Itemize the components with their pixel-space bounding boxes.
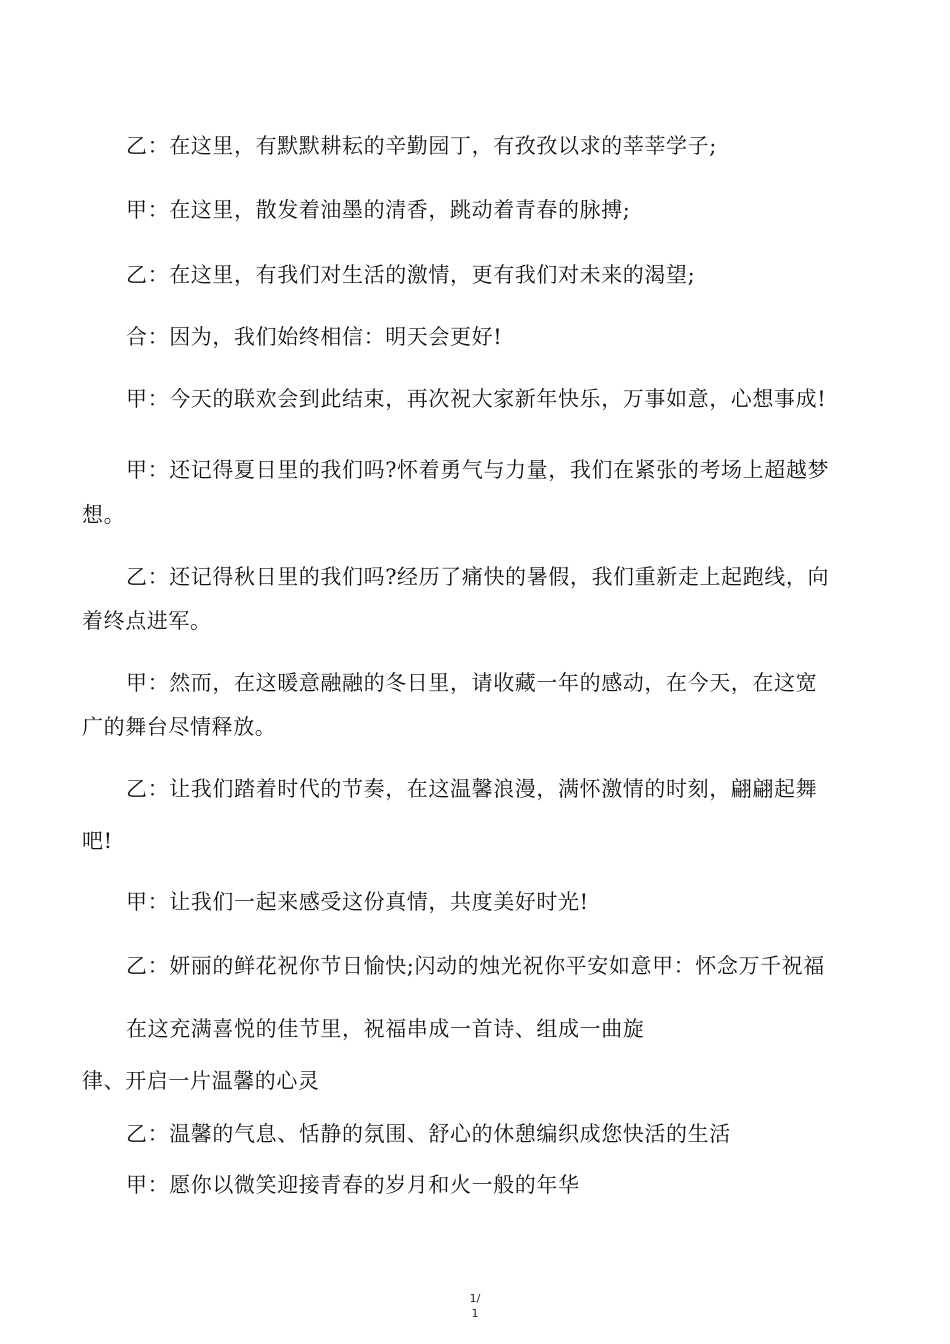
page-number-bottom: 1 [471,1307,479,1320]
paragraph-line: 在这充满喜悦的佳节里，祝福串成一首诗、组成一曲旋 [126,1017,645,1041]
paragraph-line: 乙：让我们踏着时代的节奏，在这温馨浪漫，满怀激情的时刻，翩翩起舞 [126,777,818,801]
paragraph-line: 乙：妍丽的鲜花祝你节日愉快;闪动的烛光祝你平安如意甲：怀念万千祝福 [126,954,825,978]
paragraph-line: 甲：在这里，散发着油墨的清香，跳动着青春的脉搏; [126,198,631,222]
paragraph-line: 甲：让我们一起来感受这份真情，共度美好时光! [126,890,589,914]
paragraph-line: 吧! [82,829,113,853]
paragraph-line: 甲：然而，在这暖意融融的冬日里，请收藏一年的感动，在今天，在这宽 [126,671,818,695]
page-number-top: 1/ [469,1292,481,1305]
paragraph-line: 甲：还记得夏日里的我们吗?怀着勇气与力量，我们在紧张的考场上超越梦 [126,458,830,482]
paragraph-line: 乙：还记得秋日里的我们吗?经历了痛快的暑假，我们重新走上起跑线，向 [126,565,830,589]
paragraph-line: 乙：在这里，有默默耕耘的辛勤园丁，有孜孜以求的莘莘学子; [126,134,717,158]
paragraph-line: 乙：温馨的气息、恬静的氛围、舒心的休憩编织成您快活的生活 [126,1122,731,1146]
paragraph-line: 甲：今天的联欢会到此结束，再次祝大家新年快乐，万事如意，心想事成! [126,387,827,411]
paragraph-line: 着终点进军。 [82,609,212,633]
paragraph-line: 想。 [82,503,126,527]
paragraph-line: 广的舞台尽情释放。 [82,715,277,739]
paragraph-line: 甲：愿你以微笑迎接青春的岁月和火一般的年华 [126,1173,580,1197]
paragraph-line: 合：因为，我们始终相信：明天会更好! [126,325,503,349]
paragraph-line: 乙：在这里，有我们对生活的激情，更有我们对未来的渴望; [126,263,696,287]
paragraph-line: 律、开启一片温馨的心灵 [82,1069,320,1093]
